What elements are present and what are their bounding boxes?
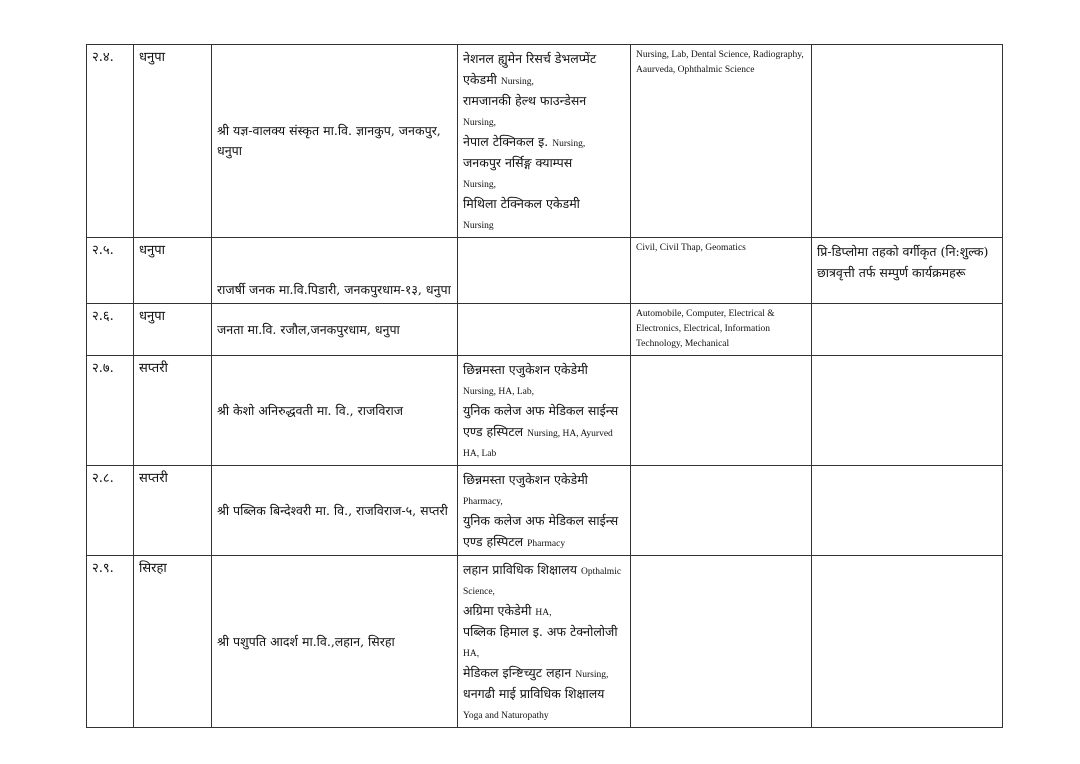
programs-table [86,44,1003,728]
table-row [87,45,1003,238]
subjects [631,556,812,728]
serial-number: २.८. [87,466,134,556]
partner-list [458,45,631,238]
district: सप्तरी [134,356,212,466]
partner-program: HA, [463,649,480,659]
school-name: श्री पब्लिक बिन्देश्वरी मा. वि., राजविराज-५, सप्तरी [212,466,458,556]
district: सिरहा [134,556,212,728]
partner-program: Pharmacy [527,539,566,549]
subjects: Civil, Civil Thap, Geomatics [631,238,812,304]
partner-name: जनकपुर नर्सिङ्ग क्याम्पस [463,155,573,170]
partner-name: छिन्नमस्ता एजुकेशन एकेडेमी [463,472,588,487]
remarks [812,356,1003,466]
subjects: Nursing, Lab, Dental Science, Radiography, Aaurveda, Ophthalmic Science [631,45,812,238]
remarks [812,304,1003,356]
partner-program: Nursing, [500,77,534,87]
district: सप्तरी [134,466,212,556]
subjects [631,356,812,466]
partner-list [458,238,631,304]
school-name: श्री केशो अनिरुद्धवती मा. वि., राजविराज [212,356,458,466]
remarks [812,556,1003,728]
partner-program: HA, [535,608,552,618]
partner-program: Nursing, HA, Lab, [463,387,534,397]
partner-name: लहान प्राविधिक शिक्षालय [463,562,577,577]
remarks [812,466,1003,556]
partner-program: Nursing, [463,180,496,190]
partner-program: Nursing, HA, Ayurved HA, Lab [463,429,613,459]
serial-number: २.७. [87,356,134,466]
school-name: श्री यज्ञ-वालक्य संस्कृत मा.वि. ज्ञानकुप, जनकपुर, धनुपा [212,45,458,238]
table-row [87,466,1003,556]
partner-name: पब्लिक हिमाल इ. अफ टेक्नोलोजी [463,624,618,639]
district: धनुपा [134,238,212,304]
partner-list [458,304,631,356]
subjects: Automobile, Computer, Electrical & Electronics, Electrical, Information Technology, Mechanical [631,304,812,356]
partner-program: Pharmacy, [463,497,503,507]
table-row [87,556,1003,728]
partner-program: Yoga and Naturopathy [463,711,549,721]
partner-name: छिन्नमस्ता एजुकेशन एकेडेमी [463,362,588,377]
district: धनुपा [134,304,212,356]
partner-name: युनिक कलेज अफ मेडिकल साईन्स एण्ड हस्पिटल [463,513,619,549]
serial-number: २.५. [87,238,134,304]
serial-number: २.४. [87,45,134,238]
district: धनुपा [134,45,212,238]
partner-name: नेशनल ह्युमेन रिसर्च डेभलप्मेंट एकेडमी [463,51,597,87]
table-row [87,238,1003,304]
partner-list [458,356,631,466]
partner-program: Nursing, [575,670,609,680]
partner-list [458,556,631,728]
remarks: प्रि-डिप्लोमा तहको वर्गीकृत (नि:शुल्क) छात्रवृत्ती तर्फ सम्पुर्ण कार्यक्रमहरू [812,238,1003,304]
table-row [87,304,1003,356]
partner-name: युनिक कलेज अफ मेडिकल साईन्स एण्ड हस्पिटल [463,403,619,439]
partner-program: Opthalmic Science, [463,567,622,597]
table-row [87,356,1003,466]
partner-name: मेडिकल इन्ष्टिच्युट लहान [463,665,572,680]
partner-program: Nursing, [463,118,496,128]
school-name: जनता मा.वि. रजौल,जनकपुरधाम, धनुपा [212,304,458,356]
school-name: श्री पशुपति आदर्श मा.वि.,लहान, सिरहा [212,556,458,728]
partner-name: नेपाल टेक्निकल इ. [463,134,549,149]
partner-program: Nursing [463,221,494,231]
partner-name: अग्रिमा एकेडेमी [463,603,532,618]
remarks [812,45,1003,238]
serial-number: २.९. [87,556,134,728]
partner-name: मिथिला टेक्निकल एकेडमी [463,196,580,211]
partner-program: Nursing, [552,139,586,149]
serial-number: २.६. [87,304,134,356]
subjects [631,466,812,556]
partner-list [458,466,631,556]
partner-name: रामजानकी हेल्थ फाउन्डेसन [463,93,587,108]
school-name: राजर्षी जनक मा.वि.पिडारी, जनकपुरधाम-१३, धनुपा [212,238,458,304]
partner-name: धनगढी माई प्राविधिक शिक्षालय [463,686,605,701]
